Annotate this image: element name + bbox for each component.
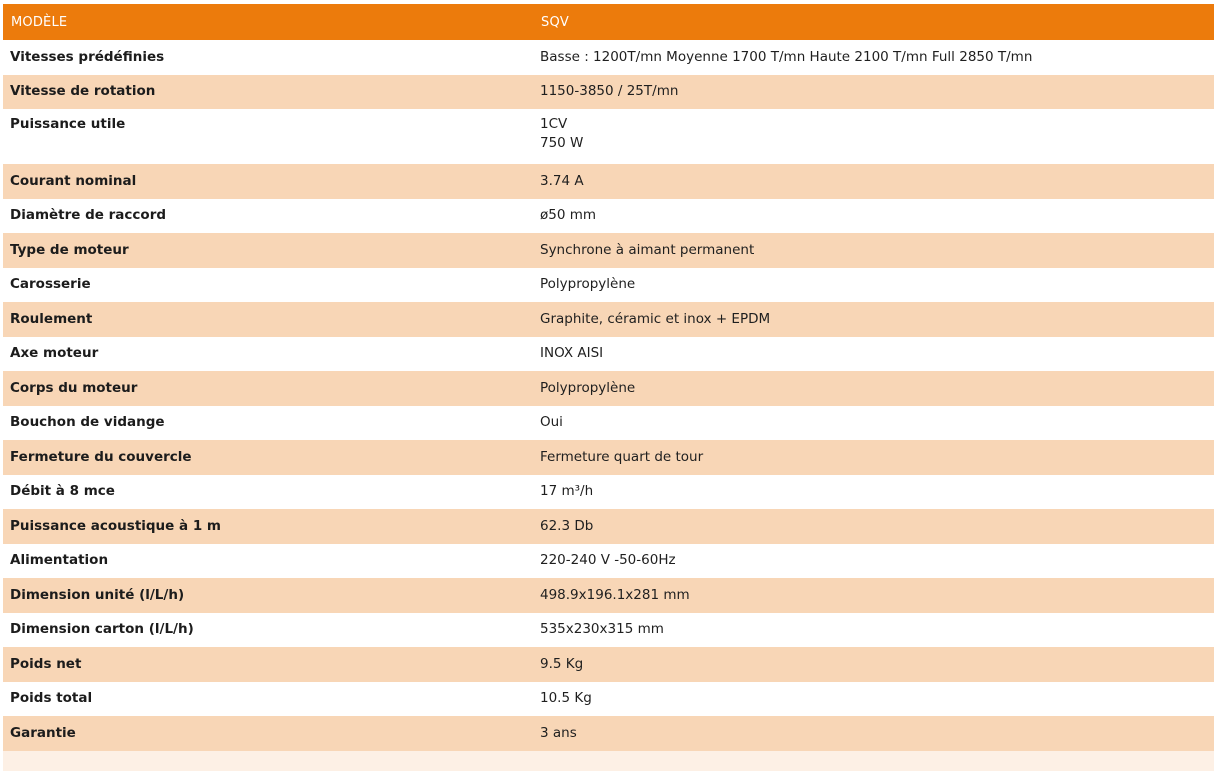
row-value: 9.5 Kg bbox=[533, 647, 1214, 682]
row-label: Vitesses prédéfinies bbox=[3, 40, 533, 75]
row-value: ø50 mm bbox=[533, 199, 1214, 234]
row-value: 17 m³/h bbox=[533, 475, 1214, 510]
table-row bbox=[3, 440, 1214, 475]
row-label: Poids total bbox=[3, 682, 533, 717]
row-label: Vitesse de rotation bbox=[3, 75, 533, 110]
table-row bbox=[3, 40, 1214, 75]
row-value: Polypropylène bbox=[533, 371, 1214, 406]
row-label: Roulement bbox=[3, 302, 533, 337]
row-label: Carosserie bbox=[3, 268, 533, 303]
row-value: 220-240 V -50-60Hz bbox=[533, 544, 1214, 579]
table-row bbox=[3, 578, 1214, 613]
row-value: 62.3 Db bbox=[533, 509, 1214, 544]
table-row bbox=[3, 109, 1214, 164]
table-row bbox=[3, 647, 1214, 682]
table-row bbox=[3, 371, 1214, 406]
table-row bbox=[3, 268, 1214, 303]
row-label: Poids net bbox=[3, 647, 533, 682]
row-label: Puissance utile bbox=[3, 109, 533, 164]
row-value: Graphite, céramic et inox + EPDM bbox=[533, 302, 1214, 337]
row-value: 3.74 A bbox=[533, 164, 1214, 199]
header-model-label: MODÈLE bbox=[3, 4, 533, 40]
row-value: Basse : 1200T/mn Moyenne 1700 T/mn Haute 2100 T/mn Full 2850 T/mn bbox=[533, 40, 1214, 75]
table-row bbox=[3, 475, 1214, 510]
row-value bbox=[533, 109, 1214, 164]
row-value: Fermeture quart de tour bbox=[533, 440, 1214, 475]
table-row bbox=[3, 544, 1214, 579]
table-header-row bbox=[3, 4, 1214, 40]
row-value: 10.5 Kg bbox=[533, 682, 1214, 717]
table-row bbox=[3, 75, 1214, 110]
row-label: Axe moteur bbox=[3, 337, 533, 372]
row-label: Puissance acoustique à 1 m bbox=[3, 509, 533, 544]
row-label: Alimentation bbox=[3, 544, 533, 579]
table-row bbox=[3, 509, 1214, 544]
row-label: Bouchon de vidange bbox=[3, 406, 533, 441]
table-row bbox=[3, 406, 1214, 441]
row-value: INOX AISI bbox=[533, 337, 1214, 372]
spec-table bbox=[3, 4, 1214, 751]
row-label: Dimension carton (l/L/h) bbox=[3, 613, 533, 648]
row-value: Oui bbox=[533, 406, 1214, 441]
row-value: 535x230x315 mm bbox=[533, 613, 1214, 648]
row-label: Courant nominal bbox=[3, 164, 533, 199]
row-label: Dimension unité (l/L/h) bbox=[3, 578, 533, 613]
table-row bbox=[3, 682, 1214, 717]
table-row bbox=[3, 716, 1214, 751]
table-row bbox=[3, 302, 1214, 337]
row-label: Fermeture du couvercle bbox=[3, 440, 533, 475]
table-row bbox=[3, 164, 1214, 199]
row-label: Corps du moteur bbox=[3, 371, 533, 406]
table-row bbox=[3, 337, 1214, 372]
row-value: 1150-3850 / 25T/mn bbox=[533, 75, 1214, 110]
row-label: Diamètre de raccord bbox=[3, 199, 533, 234]
table-row bbox=[3, 199, 1214, 234]
row-value: Polypropylène bbox=[533, 268, 1214, 303]
spec-table-container bbox=[3, 4, 1214, 771]
row-label: Garantie bbox=[3, 716, 533, 751]
row-value: 498.9x196.1x281 mm bbox=[533, 578, 1214, 613]
row-value-line: 750 W bbox=[540, 135, 584, 151]
table-row bbox=[3, 233, 1214, 268]
header-model-value: SQV bbox=[533, 4, 1214, 40]
table-row bbox=[3, 613, 1214, 648]
row-value: 3 ans bbox=[533, 716, 1214, 751]
row-value: Synchrone à aimant permanent bbox=[533, 233, 1214, 268]
row-label: Type de moteur bbox=[3, 233, 533, 268]
row-value-line: 1CV bbox=[540, 116, 568, 132]
row-label: Débit à 8 mce bbox=[3, 475, 533, 510]
